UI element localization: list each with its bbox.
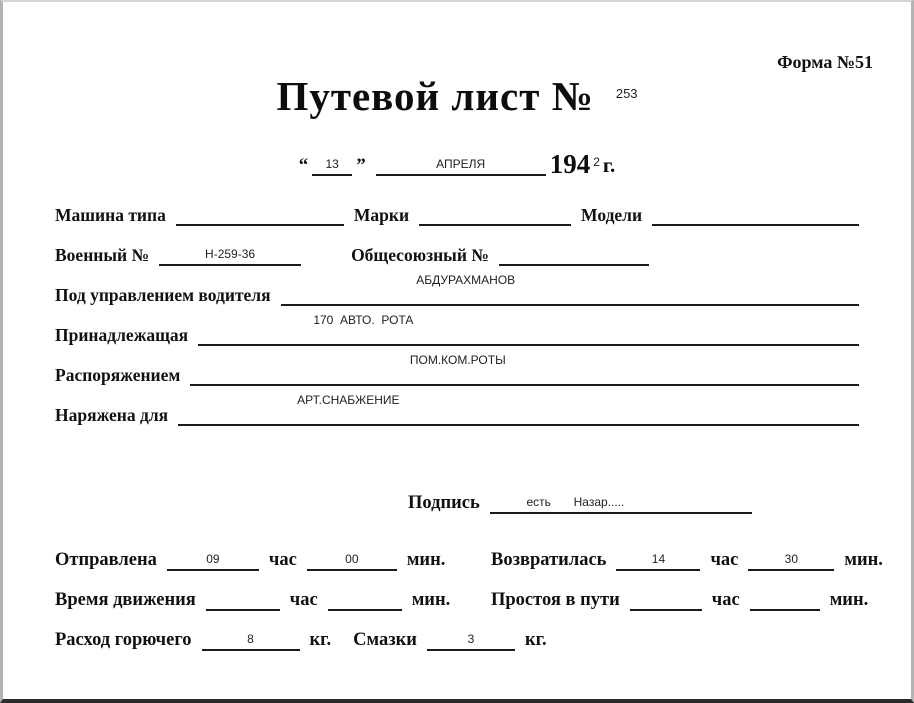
form-number-label: Форма №51 [777,52,873,72]
departed-minute-value: 00 [345,552,359,566]
departed-label: Отправлена [55,550,157,570]
assignment-row [55,393,859,426]
title-row [3,72,911,120]
union-number-label: Общесоюзный № [351,245,489,265]
order-field [190,353,859,386]
date-month-value: АПРЕЛЯ [436,157,486,171]
departed-hour-value: 09 [206,552,220,566]
fuel-label: Расход горючего [55,630,192,650]
returned-row [491,547,883,571]
owner-row [55,313,859,346]
signature-label: Подпись [408,493,480,513]
returned-hour-field [616,547,700,571]
driving-time-minute-field [328,587,402,611]
owner-label: Принадлежащая [55,325,189,345]
returned-minute-field [748,547,834,571]
military-number-value: Н-259-36 [205,247,256,261]
grease-value: 3 [467,632,475,646]
close-quote: ” [356,155,366,176]
driver-value: АБДУРАХМАНОВ [416,273,516,287]
owner-value: 170 АВТО. РОТА [313,313,414,327]
order-label: Распоряжением [55,365,181,385]
date-day-value: 13 [325,157,339,171]
date-day-field [312,150,352,176]
assignment-value: АРТ.СНАБЖЕНИЕ [297,393,400,407]
machine-type-label: Машина типа [55,205,166,225]
driving-time-row [55,587,450,611]
order-row [55,353,859,386]
idle-time-row [491,587,868,611]
waybill-number-value: 253 [615,86,638,101]
year-filled-digit: 2 [593,155,600,169]
departed-minute-label: мин. [406,550,446,570]
model-label: Модели [581,205,643,225]
page-title: Путевой лист № [276,73,594,119]
returned-minute-value: 30 [784,552,799,566]
assignment-field [178,393,859,426]
driving-time-minute-label: мин. [411,590,451,610]
order-value: ПОМ.КОМ.РОТЫ [409,353,506,367]
brand-label: Марки [353,205,410,225]
date-line [3,149,911,179]
military-number-field [159,242,301,266]
signature-value-2: Назар..... [573,495,625,509]
driving-time-hour-field [206,587,280,611]
fuel-unit-label: кг. [309,630,332,650]
departed-hour-field [167,547,259,571]
idle-time-hour-field [630,587,702,611]
idle-time-hour-label: час [711,590,740,610]
idle-time-label: Простоя в пути [491,590,620,610]
date-month-field [376,150,546,176]
machine-row [55,202,859,226]
grease-label: Смазки [353,630,417,650]
driving-time-hour-label: час [289,590,318,610]
machine-type-field [176,202,344,226]
numbers-row [55,242,859,266]
military-number-label: Военный № [55,245,150,265]
driver-field [281,273,859,306]
returned-hour-value: 14 [651,552,666,566]
departed-minute-field [307,547,397,571]
year-suffix: г. [602,153,616,177]
departed-hour-label: час [268,550,297,570]
fuel-field [202,627,300,651]
driver-label: Под управлением водителя [55,285,271,305]
open-quote: “ [298,155,309,176]
signature-value-1: есть [526,495,551,509]
returned-hour-label: час [710,550,739,570]
brand-field [419,202,571,226]
grease-unit-label: кг. [524,630,547,650]
idle-time-minute-label: мин. [829,590,869,610]
signature-row [408,490,752,514]
signature-field [490,490,752,514]
owner-field [198,313,859,346]
grease-field [427,627,515,651]
fuel-row [55,627,547,651]
driving-time-label: Время движения [55,590,196,610]
assignment-label: Наряжена для [55,405,169,425]
model-field [652,202,859,226]
departed-row [55,547,445,571]
returned-label: Возвратилась [491,550,607,570]
idle-time-minute-field [750,587,820,611]
driver-row [55,273,859,306]
fuel-value: 8 [247,632,254,646]
returned-minute-label: мин. [844,550,883,570]
union-number-field [499,242,649,266]
year-prefix: 194 [549,149,591,179]
